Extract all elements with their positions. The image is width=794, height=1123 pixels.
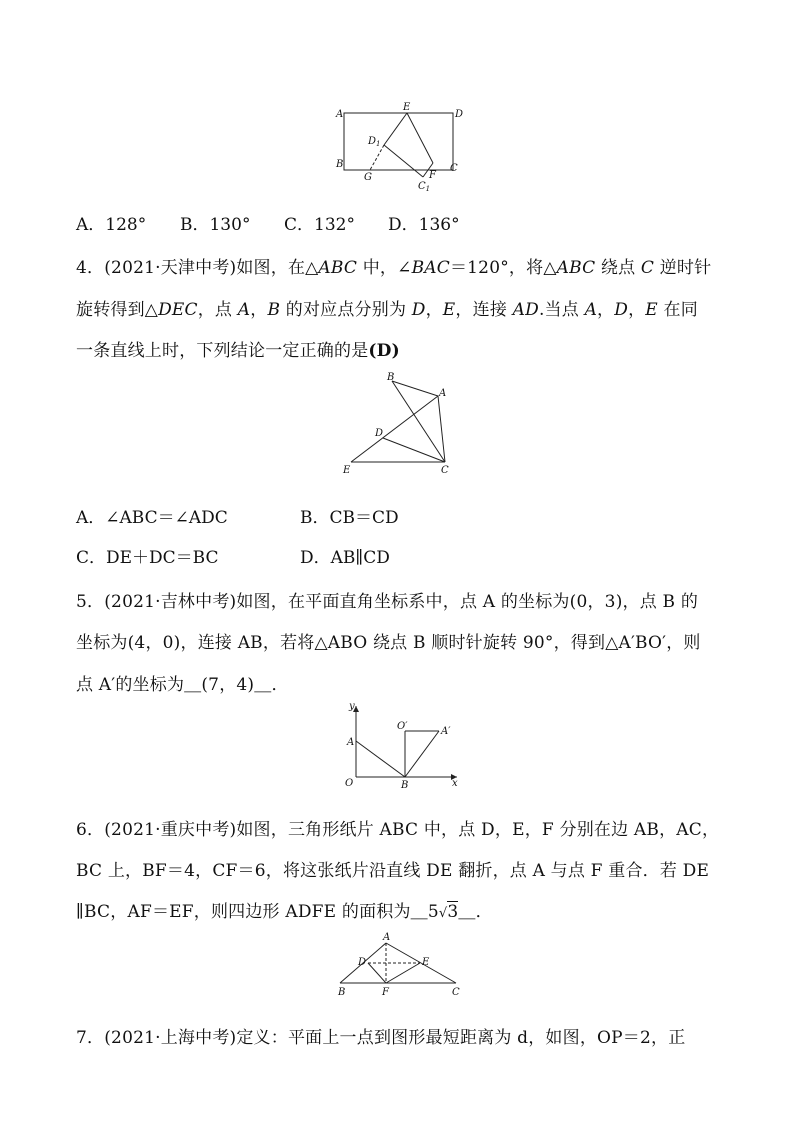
q4-option-c: C．DE＋DC＝BC: [76, 548, 219, 568]
label-A-prime: A′: [441, 726, 451, 737]
q3-option-b: B．130°: [180, 215, 251, 235]
label-A: A: [347, 737, 355, 748]
q4-option-d: D．AB∥CD: [300, 548, 390, 568]
q6-line-1: 6．(2021·重庆中考)如图，三角形纸片 ABC 中，点 D，E，F 分别在边 AB，AC，: [76, 820, 720, 840]
label-E: E: [422, 957, 430, 968]
label-D: D: [455, 109, 464, 120]
label-C: C: [452, 987, 460, 998]
label-O: O: [345, 778, 354, 789]
label-F: F: [382, 987, 389, 998]
label-A: A: [439, 388, 447, 399]
q5-line-2: 坐标为(4，0)，连接 AB，若将△ABO 绕点 B 顺时针旋转 90°，得到△A′BO′，则: [76, 633, 701, 653]
label-B: B: [336, 159, 344, 170]
q6-line-2: BC 上，BF＝4，CF＝6，将这张纸片沿直线 DE 翻折，点 A 与点 F 重合．若 DE: [76, 861, 710, 881]
q4-answer: (D): [368, 341, 400, 361]
q4-option-b: B．CB＝CD: [300, 508, 399, 528]
q4-line-2: 旋转得到△DEC，点 A，B 的对应点分别为 D，E，连接 AD.当点 A，D，E 在同: [76, 300, 698, 320]
label-O-prime: O′: [397, 721, 408, 732]
q3-option-c: C．132°: [284, 215, 355, 235]
label-E: E: [343, 465, 351, 476]
label-F: F: [429, 170, 436, 181]
q5-answer: ＿(7，4)＿: [184, 675, 272, 695]
label-B: B: [387, 372, 395, 383]
label-x: x: [452, 778, 458, 789]
label-D1: $D_1$: [368, 136, 381, 148]
label-D: D: [375, 428, 384, 439]
label-C: C: [450, 163, 458, 174]
fold-rectangle-figure: [330, 100, 470, 195]
q3-option-d: D．136°: [388, 215, 460, 235]
q6-line-3: ∥BC，AF＝EF，则四边形 ADFE 的面积为＿5√3＿．: [76, 902, 493, 922]
coordinate-rotation-figure: [335, 700, 465, 792]
q4-line-3: 一条直线上时，下列结论一定正确的是(D): [76, 341, 400, 361]
label-B: B: [401, 780, 409, 791]
q5-line-1: 5．(2021·吉林中考)如图，在平面直角坐标系中，点 A 的坐标为(0，3)，点 B 的: [76, 592, 699, 612]
label-G: G: [364, 172, 372, 183]
q4-option-a: A．∠ABC＝∠ADC: [76, 508, 228, 528]
q6-answer: ＿5√3＿: [410, 902, 476, 922]
rotation-triangle-figure: [335, 368, 460, 478]
label-A: A: [383, 932, 391, 943]
label-E: E: [403, 102, 411, 113]
label-C1: $C_1$: [418, 181, 431, 193]
label-C: C: [441, 465, 449, 476]
q4-line-1: 4．(2021·天津中考)如图，在△ABC 中，∠BAC＝120°，将△ABC 绕点 C 逆时针: [76, 258, 712, 278]
label-D: D: [358, 957, 367, 968]
q5-line-3: 点 A′的坐标为＿(7，4)＿．: [76, 675, 289, 695]
folded-triangle-figure: [330, 930, 465, 1000]
label-A: A: [336, 109, 344, 120]
q3-option-a: A．128°: [76, 215, 147, 235]
label-B: B: [338, 987, 346, 998]
q7-line-1: 7．(2021·上海中考)定义：平面上一点到图形最短距离为 d，如图，OP＝2，正: [76, 1028, 686, 1048]
label-y: y: [349, 701, 355, 712]
